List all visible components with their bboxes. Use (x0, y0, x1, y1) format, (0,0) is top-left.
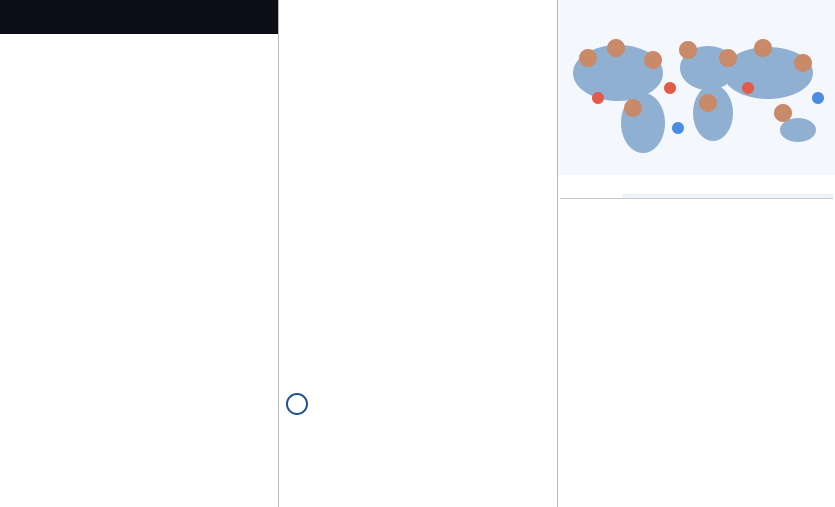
world-map-icon (558, 18, 835, 168)
church-emblem-icon (286, 393, 308, 415)
news-banner (0, 0, 278, 34)
world-map-banner (558, 0, 835, 175)
service-times-row (560, 194, 833, 199)
empty-cell (560, 194, 622, 198)
news-panel (0, 0, 278, 507)
servants-header (279, 0, 557, 34)
church-logo (283, 385, 375, 433)
branch-list (283, 440, 553, 441)
servants-panel (279, 0, 557, 507)
order-table (560, 194, 833, 199)
order-of-service-panel (558, 0, 835, 507)
